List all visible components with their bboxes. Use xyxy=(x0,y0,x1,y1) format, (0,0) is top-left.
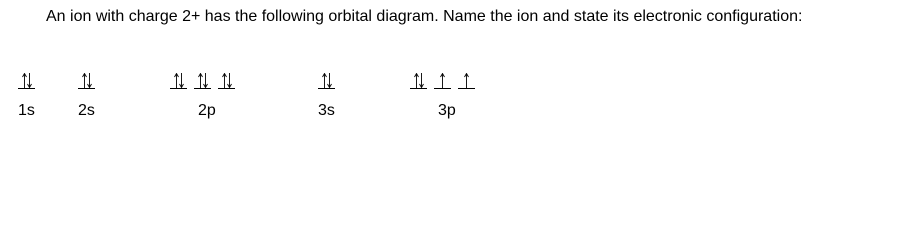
down-arrow-icon xyxy=(419,73,424,88)
orbital-group-2s xyxy=(78,68,95,92)
down-arrow-icon xyxy=(203,73,208,88)
orbital-group-1s xyxy=(18,68,35,92)
subshell-label-1s: 1s xyxy=(18,102,35,119)
down-arrow-icon xyxy=(227,73,232,88)
orbital-box xyxy=(434,68,451,89)
orbital-box xyxy=(18,68,35,89)
down-arrow-icon xyxy=(179,73,184,88)
orbital-group-3s xyxy=(318,68,335,92)
orbital-box xyxy=(194,68,211,89)
question-text: An ion with charge 2+ has the following orbital diagram. Name the ion and state its electronic configuration: xyxy=(46,8,803,25)
orbital-box xyxy=(78,68,95,89)
up-arrow-icon xyxy=(440,73,445,88)
orbital-group-2p xyxy=(170,68,235,92)
down-arrow-icon xyxy=(87,73,92,88)
subshell-label-3s: 3s xyxy=(318,102,335,119)
orbital-box xyxy=(458,68,475,89)
subshell-label-2p: 2p xyxy=(198,102,216,119)
orbital-box xyxy=(410,68,427,89)
subshell-label-3p: 3p xyxy=(438,102,456,119)
orbital-box xyxy=(318,68,335,89)
subshell-label-2s: 2s xyxy=(78,102,95,119)
orbital-box xyxy=(218,68,235,89)
down-arrow-icon xyxy=(27,73,32,88)
orbital-group-3p xyxy=(410,68,475,92)
orbital-box xyxy=(170,68,187,89)
down-arrow-icon xyxy=(327,73,332,88)
up-arrow-icon xyxy=(464,73,469,88)
